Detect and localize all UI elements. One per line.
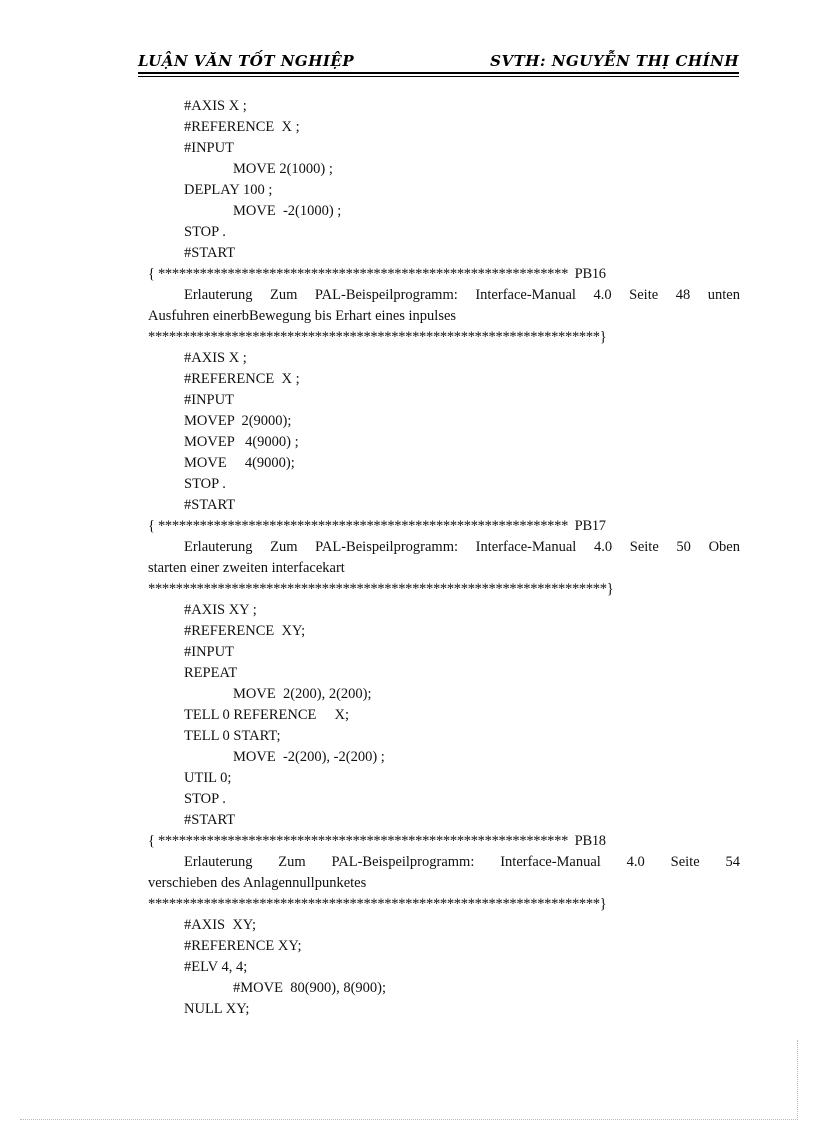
page-border-dotted-bottom (20, 1119, 796, 1120)
header-student-name: SVTH: NGUYỄN THỊ CHÍNH (490, 52, 739, 70)
comment-delimiter-line: { *********************************************************** PB17 (148, 518, 606, 534)
code-line: #INPUT (184, 140, 234, 156)
header-thesis-title: LUẬN VĂN TỐT NGHIỆP (138, 52, 355, 70)
code-line: #START (184, 245, 236, 261)
code-line: #INPUT (184, 644, 234, 660)
comment-text-line: Erlauterung Zum PAL-Beispeilprogramm: Interface-Manual 4.0 Seite 50 Oben (184, 539, 740, 555)
header-rule-thin (138, 76, 739, 77)
code-line: #AXIS X ; (184, 98, 247, 114)
comment-delimiter-line: *****************************************************************} (148, 896, 607, 912)
comment-delimiter-line: *****************************************************************} (148, 329, 607, 345)
code-line: STOP . (184, 224, 226, 240)
code-line: #REFERENCE X ; (184, 119, 300, 135)
page-header (138, 48, 739, 78)
comment-text-line: Ausfuhren einerbBewegung bis Erhart eines inpulses (148, 308, 457, 324)
code-line: MOVE -2(1000) ; (233, 203, 342, 219)
code-line: #AXIS X ; (184, 350, 247, 366)
comment-delimiter-line: { *********************************************************** PB18 (148, 833, 606, 849)
comment-text-line: verschieben des Anlagennullpunketes (148, 875, 367, 891)
code-line: MOVE 2(200), 2(200); (233, 686, 372, 702)
code-line: #START (184, 812, 236, 828)
code-line: MOVE 2(1000) ; (233, 161, 333, 177)
code-line: TELL 0 START; (184, 728, 281, 744)
code-line: MOVEP 4(9000) ; (184, 434, 299, 450)
code-line: STOP . (184, 476, 226, 492)
code-line: STOP . (184, 791, 226, 807)
code-line: MOVEP 2(9000); (184, 413, 292, 429)
code-line: DEPLAY 100 ; (184, 182, 273, 198)
code-line: MOVE -2(200), -2(200) ; (233, 749, 385, 765)
code-line: TELL 0 REFERENCE X; (184, 707, 349, 723)
page-border-dotted-right (797, 1040, 798, 1120)
code-listing (148, 96, 748, 1020)
code-line: #MOVE 80(900), 8(900); (233, 980, 387, 996)
comment-delimiter-line: ******************************************************************} (148, 581, 614, 597)
code-line: #INPUT (184, 392, 234, 408)
header-rule-thick (138, 72, 739, 74)
code-line: NULL XY; (184, 1001, 250, 1017)
code-line: #START (184, 497, 236, 513)
code-line: #REFERENCE XY; (184, 623, 306, 639)
code-line: MOVE 4(9000); (184, 455, 295, 471)
code-line: REPEAT (184, 665, 238, 681)
comment-text-line: Erlauterung Zum PAL-Beispeilprogramm: Interface-Manual 4.0 Seite 48 unten (184, 287, 740, 303)
code-line: #AXIS XY; (184, 917, 256, 933)
comment-delimiter-line: { *********************************************************** PB16 (148, 266, 606, 282)
code-line: #REFERENCE XY; (184, 938, 302, 954)
code-line: #ELV 4, 4; (184, 959, 248, 975)
comment-text-line: Erlauterung Zum PAL-Beispeilprogramm: Interface-Manual 4.0 Seite 54 (184, 854, 740, 870)
comment-text-line: starten einer zweiten interfacekart (148, 560, 345, 576)
code-line: #AXIS XY ; (184, 602, 257, 618)
code-line: UTIL 0; (184, 770, 232, 786)
code-line: #REFERENCE X ; (184, 371, 300, 387)
